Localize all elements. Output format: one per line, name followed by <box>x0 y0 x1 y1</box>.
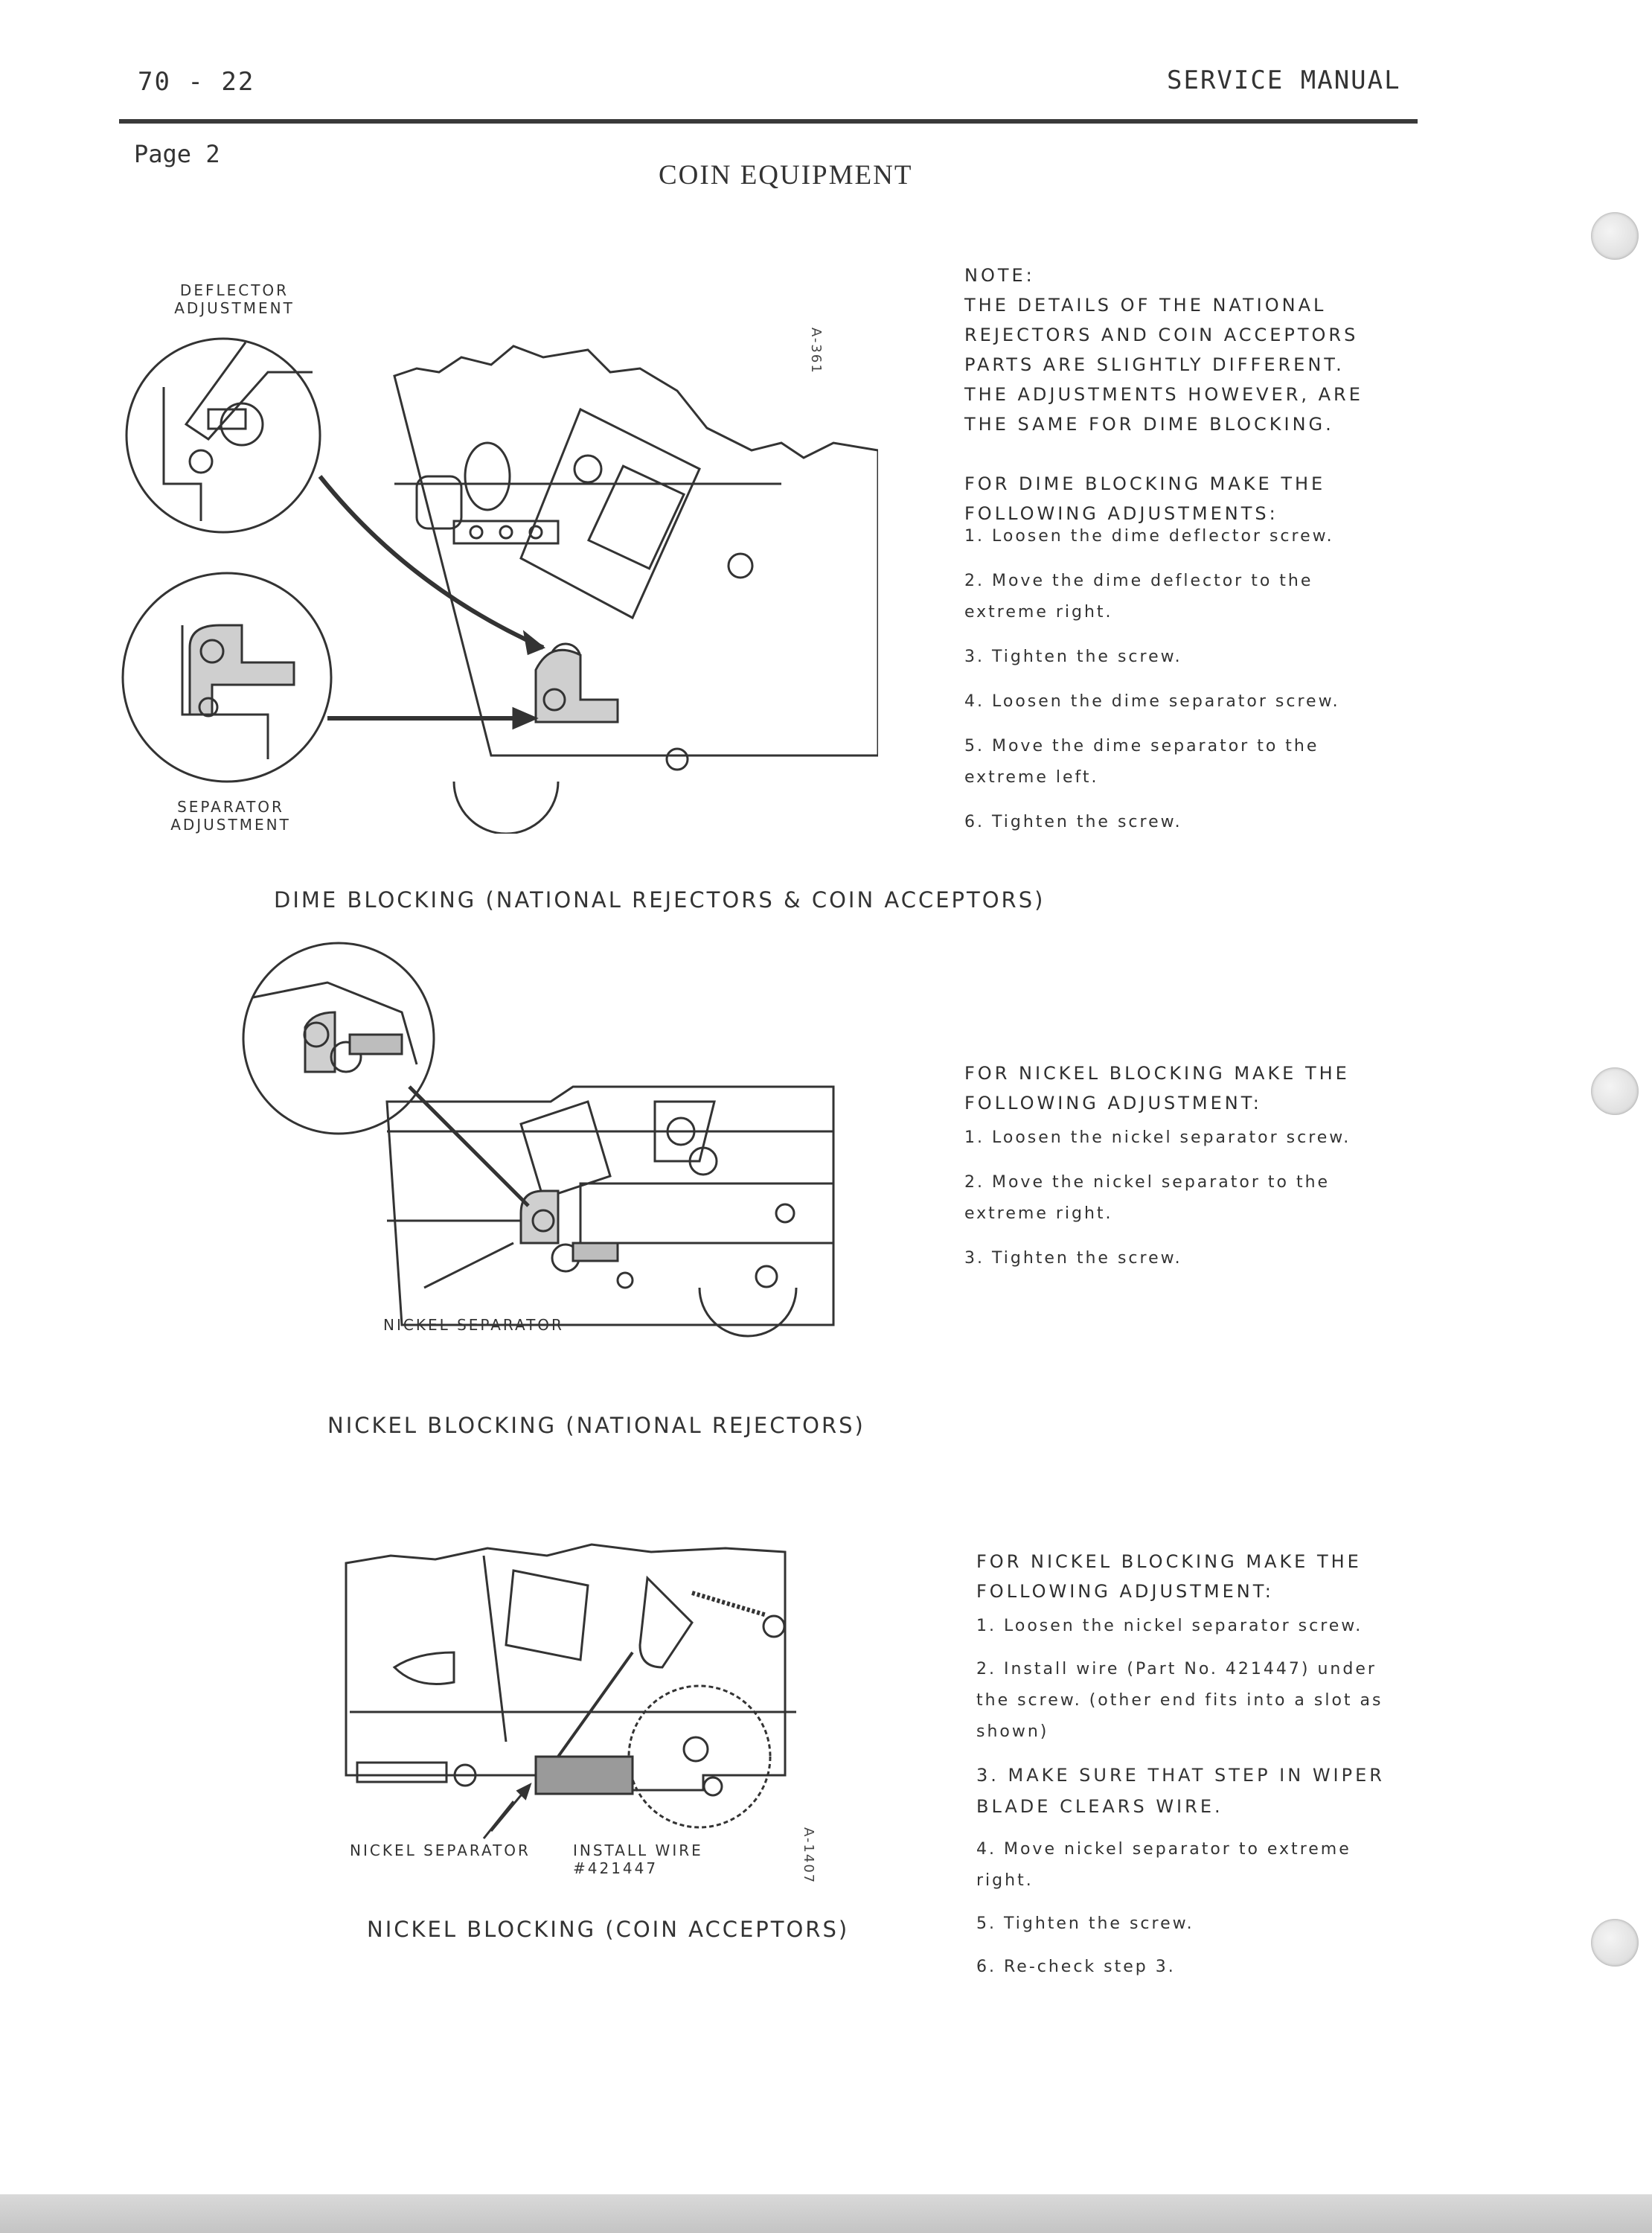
acceptor-step: 5. Tighten the screw. <box>976 1914 1194 1933</box>
page-number: 70 - 22 <box>138 67 255 97</box>
wiper-wheel <box>629 1686 770 1827</box>
hole-punch <box>1591 212 1639 260</box>
dime-step: 4. Loosen the dime separator screw. <box>964 692 1340 711</box>
header-rule <box>119 119 1418 124</box>
acceptor-intro: FOR NICKEL BLOCKING MAKE THE FOLLOWING ADJUSTMENT: <box>976 1551 1362 1602</box>
note-block <box>964 261 1366 528</box>
nickel-intro: FOR NICKEL BLOCKING MAKE THE FOLLOWING ADJUSTMENT: <box>964 1063 1350 1114</box>
nickel-separator-label: NICKEL SEPARATOR <box>383 1316 564 1334</box>
nickel-step: 3. Tighten the screw. <box>964 1249 1182 1268</box>
nickel-step: 2. Move the nickel separator to the extreme right. <box>964 1173 1331 1223</box>
separator-adjustment-label: SEPARATOR ADJUSTMENT <box>170 798 291 834</box>
mechanism-outline <box>387 1087 833 1325</box>
nickel-rejector-steps <box>964 1122 1366 1274</box>
figure-code: A-361 <box>808 328 824 374</box>
install-wire-label: INSTALL WIRE #421447 <box>573 1841 703 1877</box>
acceptor-step: 6. Re-check step 3. <box>976 1958 1176 1976</box>
acceptor-steps <box>976 1611 1393 1983</box>
page-label: Page 2 <box>134 140 220 168</box>
figure-code-2: A-1407 <box>801 1827 816 1885</box>
coin-wheel-arc <box>454 782 558 834</box>
nickel-separator-label-2: NICKEL SEPARATOR <box>350 1841 531 1859</box>
hole-punch <box>1591 1067 1639 1115</box>
acceptor-step: 3. MAKE SURE THAT STEP IN WIPER BLADE CLEARS WIRE. <box>976 1765 1385 1817</box>
nickel-blocking-rejector-diagram <box>238 938 893 1340</box>
nickel-detail-circle <box>243 943 434 1134</box>
dime-blocking-caption: DIME BLOCKING (NATIONAL REJECTORS & COIN ACCEPTORS) <box>274 887 1046 913</box>
acceptor-step: 1. Loosen the nickel separator screw. <box>976 1617 1363 1635</box>
dime-step: 5. Move the dime separator to the extreme left. <box>964 737 1319 787</box>
deflector-adjustment-label: DEFLECTOR ADJUSTMENT <box>174 281 295 317</box>
nickel-acceptor-caption: NICKEL BLOCKING (COIN ACCEPTORS) <box>367 1917 850 1942</box>
nickel-blocking-acceptor-diagram <box>335 1533 841 1853</box>
manual-title: SERVICE MANUAL <box>1167 66 1401 95</box>
mechanism-outline <box>394 346 878 755</box>
acceptor-step: 4. Move nickel separator to extreme right. <box>976 1840 1351 1890</box>
dime-step: 3. Tighten the screw. <box>964 648 1182 666</box>
dime-step: 2. Move the dime deflector to the extreme right. <box>964 572 1313 622</box>
scan-edge <box>0 2194 1652 2233</box>
acceptor-step: 2. Install wire (Part No. 421447) under the screw. (other end fits into a slot as shown) <box>976 1660 1383 1741</box>
dime-intro: FOR DIME BLOCKING MAKE THE FOLLOWING ADJUSTMENTS: <box>964 473 1326 524</box>
dime-step: 6. Tighten the screw. <box>964 813 1182 831</box>
note-text: THE DETAILS OF THE NATIONAL REJECTORS AND COIN ACCEPTORS PARTS ARE SLIGHTLY DIFFERENT. THE ADJUSTMENTS HOWEVER, ARE THE SAME FOR DIME BLOCKING. <box>964 295 1363 435</box>
dime-steps <box>964 521 1366 838</box>
dime-blocking-diagram <box>119 298 878 834</box>
hole-punch <box>1591 1919 1639 1967</box>
nickel-separator-part <box>536 1757 633 1794</box>
note-label: NOTE: <box>964 265 1035 286</box>
nickel-step: 1. Loosen the nickel separator screw. <box>964 1128 1351 1147</box>
page-title: COIN EQUIPMENT <box>659 160 913 191</box>
dime-step: 1. Loosen the dime deflector screw. <box>964 527 1334 546</box>
nickel-rejector-caption: NICKEL BLOCKING (NATIONAL REJECTORS) <box>327 1413 865 1438</box>
